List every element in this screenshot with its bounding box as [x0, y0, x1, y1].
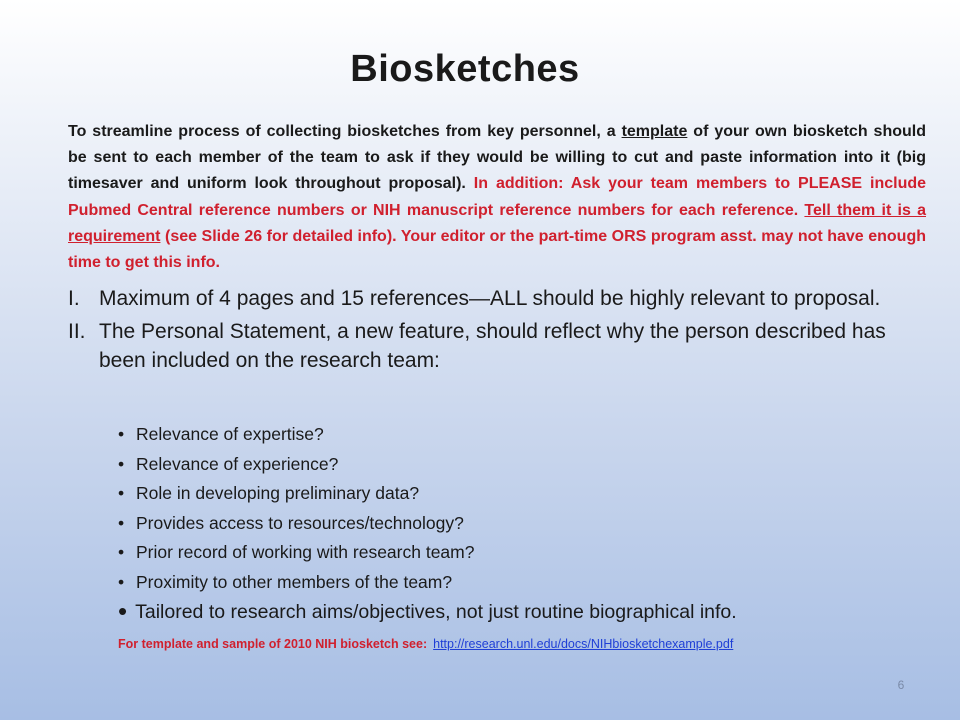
tailored-text: Tailored to research aims/objectives, not just routine biographical info.: [135, 601, 737, 623]
bullet-item: • Relevance of expertise?: [118, 420, 918, 450]
bullet-item: • Role in developing preliminary data?: [118, 479, 918, 509]
bullet-list: [118, 420, 918, 597]
intro-text-2: of your own biosketch should be sent to each member of the team to ask if they would be willing to cut and paste information into it (big timesaver and uniform look throughout proposal).: [68, 123, 926, 193]
bullet-item: • Provides access to resources/technology?: [118, 509, 918, 539]
intro-paragraph: [68, 119, 926, 276]
point-item: [68, 317, 928, 375]
point-number: I.: [68, 287, 80, 310]
page-number: 6: [897, 678, 905, 692]
bullet-item: • Prior record of working with research team?: [118, 538, 918, 568]
bullet-icon: •: [118, 596, 128, 626]
bullet-item: • Proximity to other members of the team?: [118, 568, 918, 598]
bullet-item: • Relevance of experience?: [118, 450, 918, 480]
point-item: [68, 284, 928, 313]
template-reference: [118, 637, 938, 651]
tailored-bullet: [118, 597, 938, 626]
intro-template-word: template: [621, 123, 688, 140]
point-number: II.: [68, 320, 86, 343]
biosketch-example-link[interactable]: http://research.unl.edu/docs/NIHbiosketchexample.pdf: [433, 637, 734, 651]
point-text: The Personal Statement, a new feature, should reflect why the person described has been included on the research team:: [99, 320, 886, 372]
intro-red-text-2: (see Slide 26 for detailed info). Your editor or the part-time ORS program asst. may not have enough time to get this info.: [68, 227, 926, 272]
point-text: Maximum of 4 pages and 15 references—ALL should be highly relevant to proposal.: [99, 287, 881, 310]
slide-title: Biosketches: [350, 48, 580, 90]
intro-requirement-text: Tell them it is a requirement: [68, 201, 926, 245]
intro-red-text-1: In addition: Ask your team members to PLEASE include Pubmed Central reference numbers or NIH manuscript reference numbers for each reference.: [68, 175, 927, 219]
intro-text-1: To streamline process of collecting biosketches from key personnel, a: [68, 123, 622, 140]
template-label: For template and sample of 2010 NIH biosketch see:: [118, 637, 428, 651]
main-points: [68, 284, 928, 375]
